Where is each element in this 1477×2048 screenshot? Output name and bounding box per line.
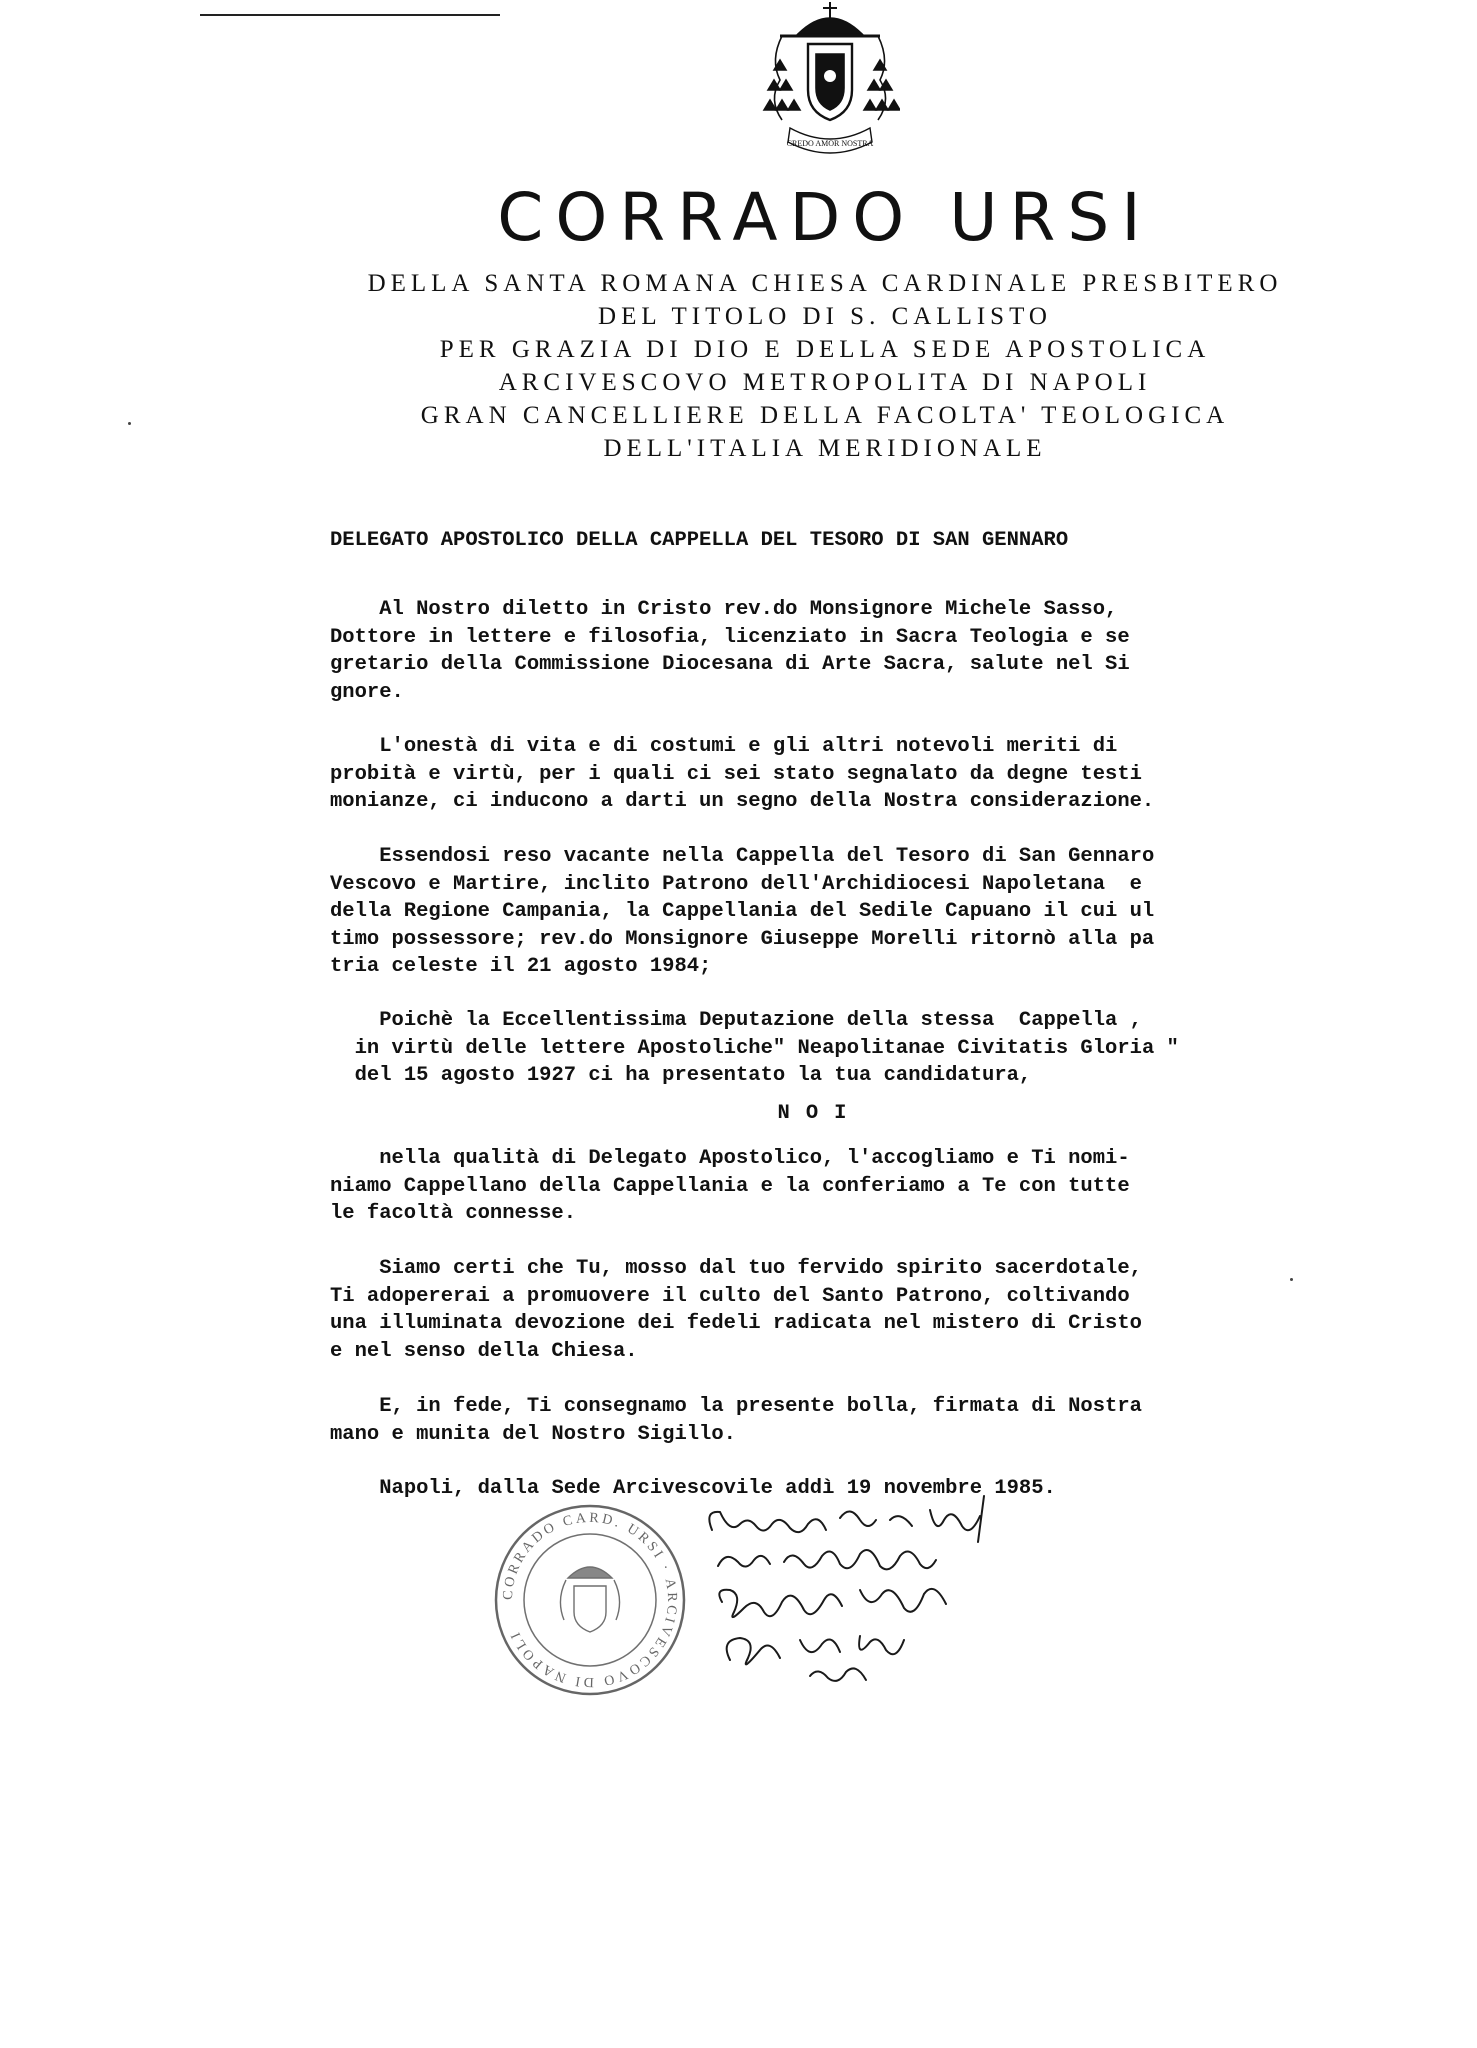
noi-heading: NOI (777, 1102, 863, 1125)
paragraph-deputation: Poichè la Eccellentissima Deputazione della stessa Cappella , in virtù delle lettere Apostoliche" Neapolitanae Civitatis Gloria " del 15 agosto 1927 ci ha presentato la tua candidatura, (354, 1009, 1179, 1087)
paragraph-salutation: Al Nostro diletto in Cristo rev.do Monsignore Michele Sasso, Dottore in lettere e filosofia, licenziato in Sacra Teologia e se gretario della Commissione Diocesana di Arte Sacra, salute nel Si gnore. (330, 598, 1130, 704)
handwritten-signature-icon (700, 1490, 1030, 1690)
title-line-1: DELLA SANTA ROMANA CHIESA CARDINALE PRESBITERO (367, 270, 1283, 297)
title-line-6: DELL'ITALIA MERIDIONALE (603, 435, 1047, 462)
place-date-line: Napoli, dalla Sede Arcivescovile addì 19 novembre 1985. (330, 1477, 1056, 1500)
seal-text: CORRADO CARD. URSI · ARCIVESCOVO DI NAPOLI (500, 1510, 680, 1690)
letterhead (360, 179, 1290, 465)
paragraph-merits: L'onestà di vita e di costumi e gli altri notevoli meriti di probità e virtù, per i quali ci sei stato segnalato da degne testi monianze, ci inducono a darti un segno della Nostra considerazione. (330, 735, 1155, 813)
cardinal-crest-icon (760, 0, 900, 180)
paragraph-vacancy: Essendosi reso vacante nella Cappella del Tesoro di San Gennaro Vescovo e Martire, inclito Patrono dell'Archidiocesi Napoletana e della Regione Campania, la Cappellania del Sedile Capuano il cui ul timo possessore; rev.do Monsignore Giuseppe Morelli ritornò alla pa tria celeste il 21 agosto 1984; (330, 845, 1155, 978)
svg-text:CORRADO CARD. URSI · ARCIVESCO (501, 1511, 679, 1689)
paragraph-exhortation: Siamo certi che Tu, mosso dal tuo fervido spirito sacerdotale, Ti adopererai a promuovere il culto del Santo Patrono, coltivando una illuminata devozione dei fedeli radicata nel mistero di Cristo e nel senso della Chiesa. (330, 1257, 1142, 1363)
official-seal-icon (490, 1500, 690, 1700)
title-line-3: PER GRAZIA DI DIO E DELLA SEDE APOSTOLICA (439, 336, 1211, 363)
crest-motto: CREDO AMOR NOSTRA (786, 139, 874, 148)
paragraph-appointment: nella qualità di Delegato Apostolico, l'accogliamo e Ti nomi- niamo Cappellano della Cappellania e la conferiamo a Te con tutte le facoltà connesse. (330, 1147, 1130, 1225)
top-rule (200, 14, 500, 16)
paragraph-bull: E, in fede, Ti consegnamo la presente bolla, firmata di Nostra mano e munita del Nostro Sigillo. (330, 1395, 1142, 1446)
title-line-4: ARCIVESCOVO METROPOLITA DI NAPOLI (498, 369, 1152, 396)
title-line-5: GRAN CANCELLIERE DELLA FACOLTA' TEOLOGICA (420, 402, 1230, 429)
delegato-heading: DELEGATO APOSTOLICO DELLA CAPPELLA DEL TESORO DI SAN GENNARO (330, 529, 1069, 552)
title-line-2: DEL TITOLO DI S. CALLISTO (598, 303, 1052, 330)
paper-speck (128, 422, 131, 425)
paper-speck (1290, 1278, 1293, 1281)
cardinal-name: CORRADO URSI (497, 179, 1153, 256)
